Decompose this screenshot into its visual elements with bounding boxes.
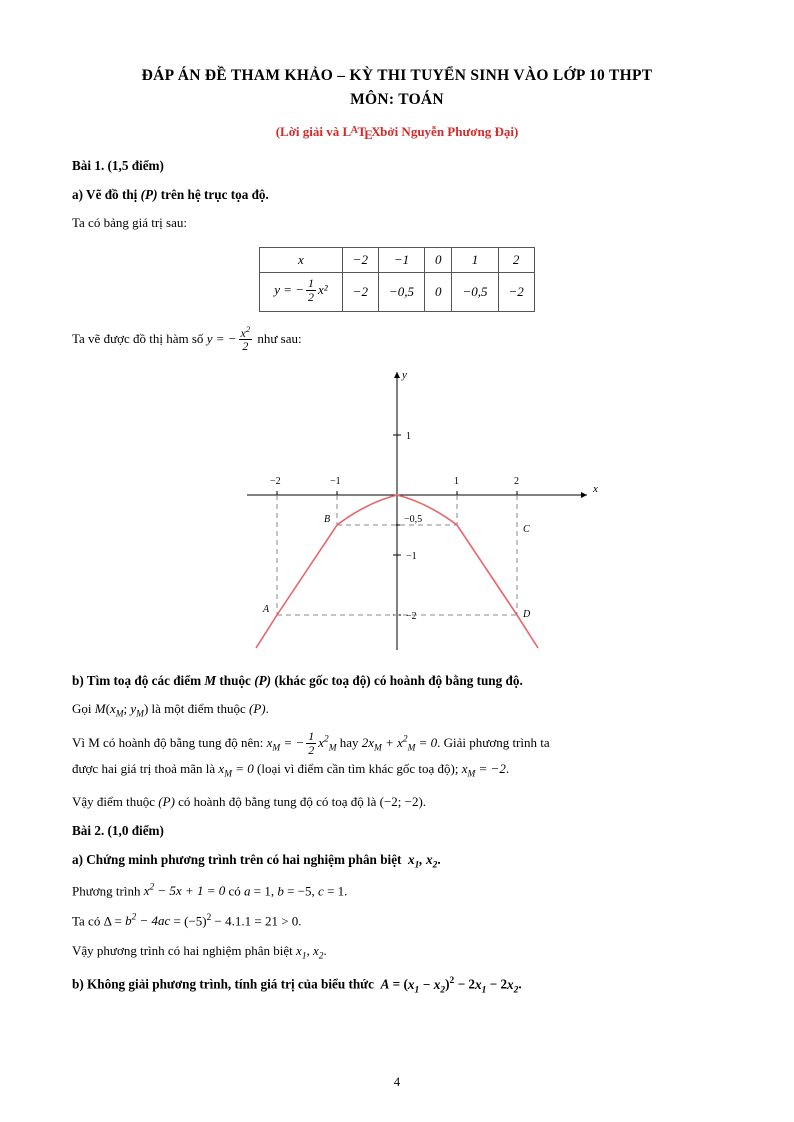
fraction-one-half bbox=[306, 277, 316, 303]
fraction-numerator: 1 bbox=[308, 729, 315, 744]
table-cell: 0 bbox=[424, 272, 452, 311]
page-title bbox=[72, 64, 722, 112]
table-cell-x-label: x bbox=[260, 247, 342, 272]
y-tick-label-1: 1 bbox=[406, 430, 411, 442]
table-cell: −2 bbox=[498, 272, 534, 311]
table-cell: −0,5 bbox=[452, 272, 498, 311]
bai1-part-b: b) Tìm toạ độ các điểm M thuộc (P) (khác gốc toạ độ) có hoành độ bằng tung độ. bbox=[72, 672, 523, 688]
table-cell: 0 bbox=[424, 247, 452, 272]
title-line-2: MÔN: TOÁN bbox=[350, 91, 444, 109]
table-row bbox=[260, 247, 535, 272]
y-axis-label: y bbox=[402, 368, 407, 381]
values-table-wrapper bbox=[72, 247, 722, 312]
bai1-heading: Bài 1. (1,5 điểm) bbox=[72, 158, 164, 174]
parabola-graph bbox=[72, 360, 722, 660]
credit-suffix: bởi Nguyễn Phương Đại) bbox=[380, 124, 519, 140]
bai1-b-line1: Gọi $M(x_M$; $y_M$) là một điểm thuộc (P). bbox=[72, 700, 269, 720]
table-cell: −0,5 bbox=[378, 272, 424, 311]
bai2-a-line1: Phương trình $x^2 - 5x + 1 = 0$ có a = 1, b = −5, c = 1. bbox=[72, 883, 348, 899]
x-tick-label-1: 1 bbox=[454, 475, 459, 487]
x-tick-label-2: 2 bbox=[514, 475, 519, 487]
fraction-one-half bbox=[306, 730, 316, 756]
bai2-heading: Bài 2. (1,0 điểm) bbox=[72, 823, 164, 839]
fraction-denominator: 2 bbox=[308, 290, 314, 305]
fraction-denominator: 2 bbox=[239, 339, 253, 353]
fraction-numerator: $x^2$ bbox=[240, 323, 251, 340]
b-line2-prefix: Vì M có hoành độ bằng tung độ nên: bbox=[72, 735, 267, 751]
y-label-prefix: y = − bbox=[274, 282, 305, 298]
bai1-part-a: a) Vẽ đồ thị (P) trên hệ trục tọa độ. bbox=[72, 187, 269, 203]
credit-prefix: (Lời giải và bbox=[275, 124, 343, 140]
y-tick-label--1: −1 bbox=[406, 550, 417, 562]
x-tick-label--2: −2 bbox=[270, 475, 281, 487]
table-cell: −1 bbox=[378, 247, 424, 272]
document-content bbox=[72, 64, 722, 995]
x-tick-label--1: −1 bbox=[330, 475, 341, 487]
bai1-b-line2: Vì M có hoành độ bằng tung độ nên: $x_M$ = − $\frac{1}{2}$ $x^2_M$ hay $2x_M + x^2_M = 0$. Giải phương trình ta bbox=[72, 729, 550, 757]
credit-line bbox=[72, 124, 722, 140]
x-axis-label: x bbox=[593, 482, 598, 495]
bai2-part-b: b) Không giải phương trình, tính giá trị của biểu thức $A = (x_1 - x_2)^2 - 2x_1 - 2x_2$. bbox=[72, 976, 522, 996]
fraction-x2-over-2 bbox=[239, 325, 253, 353]
parabola-svg bbox=[187, 360, 607, 660]
bai1-intro: Ta có bảng giá trị sau: bbox=[72, 215, 187, 231]
point-label-B: B bbox=[324, 513, 331, 525]
bai1-b-line4: Vậy điểm thuộc (P) có hoành độ bằng tung độ có toạ độ là (−2; −2). bbox=[72, 793, 427, 809]
bai2-a-line2: Ta có $\Delta = b^2 - 4ac = (-5)^2 - 4.1.1 = 21 > 0$. bbox=[72, 912, 302, 929]
page-number: 4 bbox=[393, 1075, 401, 1089]
latex-logo: $L^ATEX$ bbox=[342, 124, 381, 142]
equation-xm: $x_M$ = − $\frac{1}{2}$ $x^2_M$ bbox=[266, 729, 337, 757]
y-label-suffix: x² bbox=[318, 282, 328, 298]
point-label-D: D bbox=[523, 608, 531, 620]
bai2-a-line3: Vậy phương trình có hai nghiệm phân biệt $x_1$, $x_2$. bbox=[72, 942, 327, 962]
table-cell: 2 bbox=[498, 247, 534, 272]
table-cell: 1 bbox=[452, 247, 498, 272]
bai2-part-a: a) Chứng minh phương trình trên có hai nghiệm phân biệt $x_1$, $x_2$. bbox=[72, 852, 441, 872]
title-line-1: ĐÁP ÁN ĐỀ THAM KHẢO – KỲ THI TUYỂN SINH VÀO LỚP 10 THPT bbox=[141, 67, 653, 84]
after-table-suffix: như sau: bbox=[254, 330, 302, 346]
y-tick-label--2: −2 bbox=[406, 610, 417, 622]
point-label-C: C bbox=[523, 523, 530, 535]
function-expression: y = − $\frac{x^2}{2}$ bbox=[206, 323, 251, 354]
fraction-denominator: 2 bbox=[308, 742, 315, 757]
values-table bbox=[259, 247, 535, 312]
table-cell: −2 bbox=[342, 247, 378, 272]
after-table-prefix: Ta vẽ được đồ thị hàm số bbox=[72, 330, 207, 346]
table-cell: −2 bbox=[342, 272, 378, 311]
table-cell-y-label bbox=[260, 272, 342, 311]
bai1-after-table bbox=[72, 323, 722, 354]
table-row bbox=[260, 272, 535, 311]
y-tick-label--0.5: −0,5 bbox=[404, 513, 423, 525]
bai1-b-line3: được hai giá trị thoả mãn là $x_M = 0$ (loại vì điểm cần tìm khác gốc toạ độ); $x_M = -2$. bbox=[72, 761, 510, 780]
fraction-numerator: 1 bbox=[308, 276, 314, 291]
point-label-A: A bbox=[263, 603, 270, 615]
